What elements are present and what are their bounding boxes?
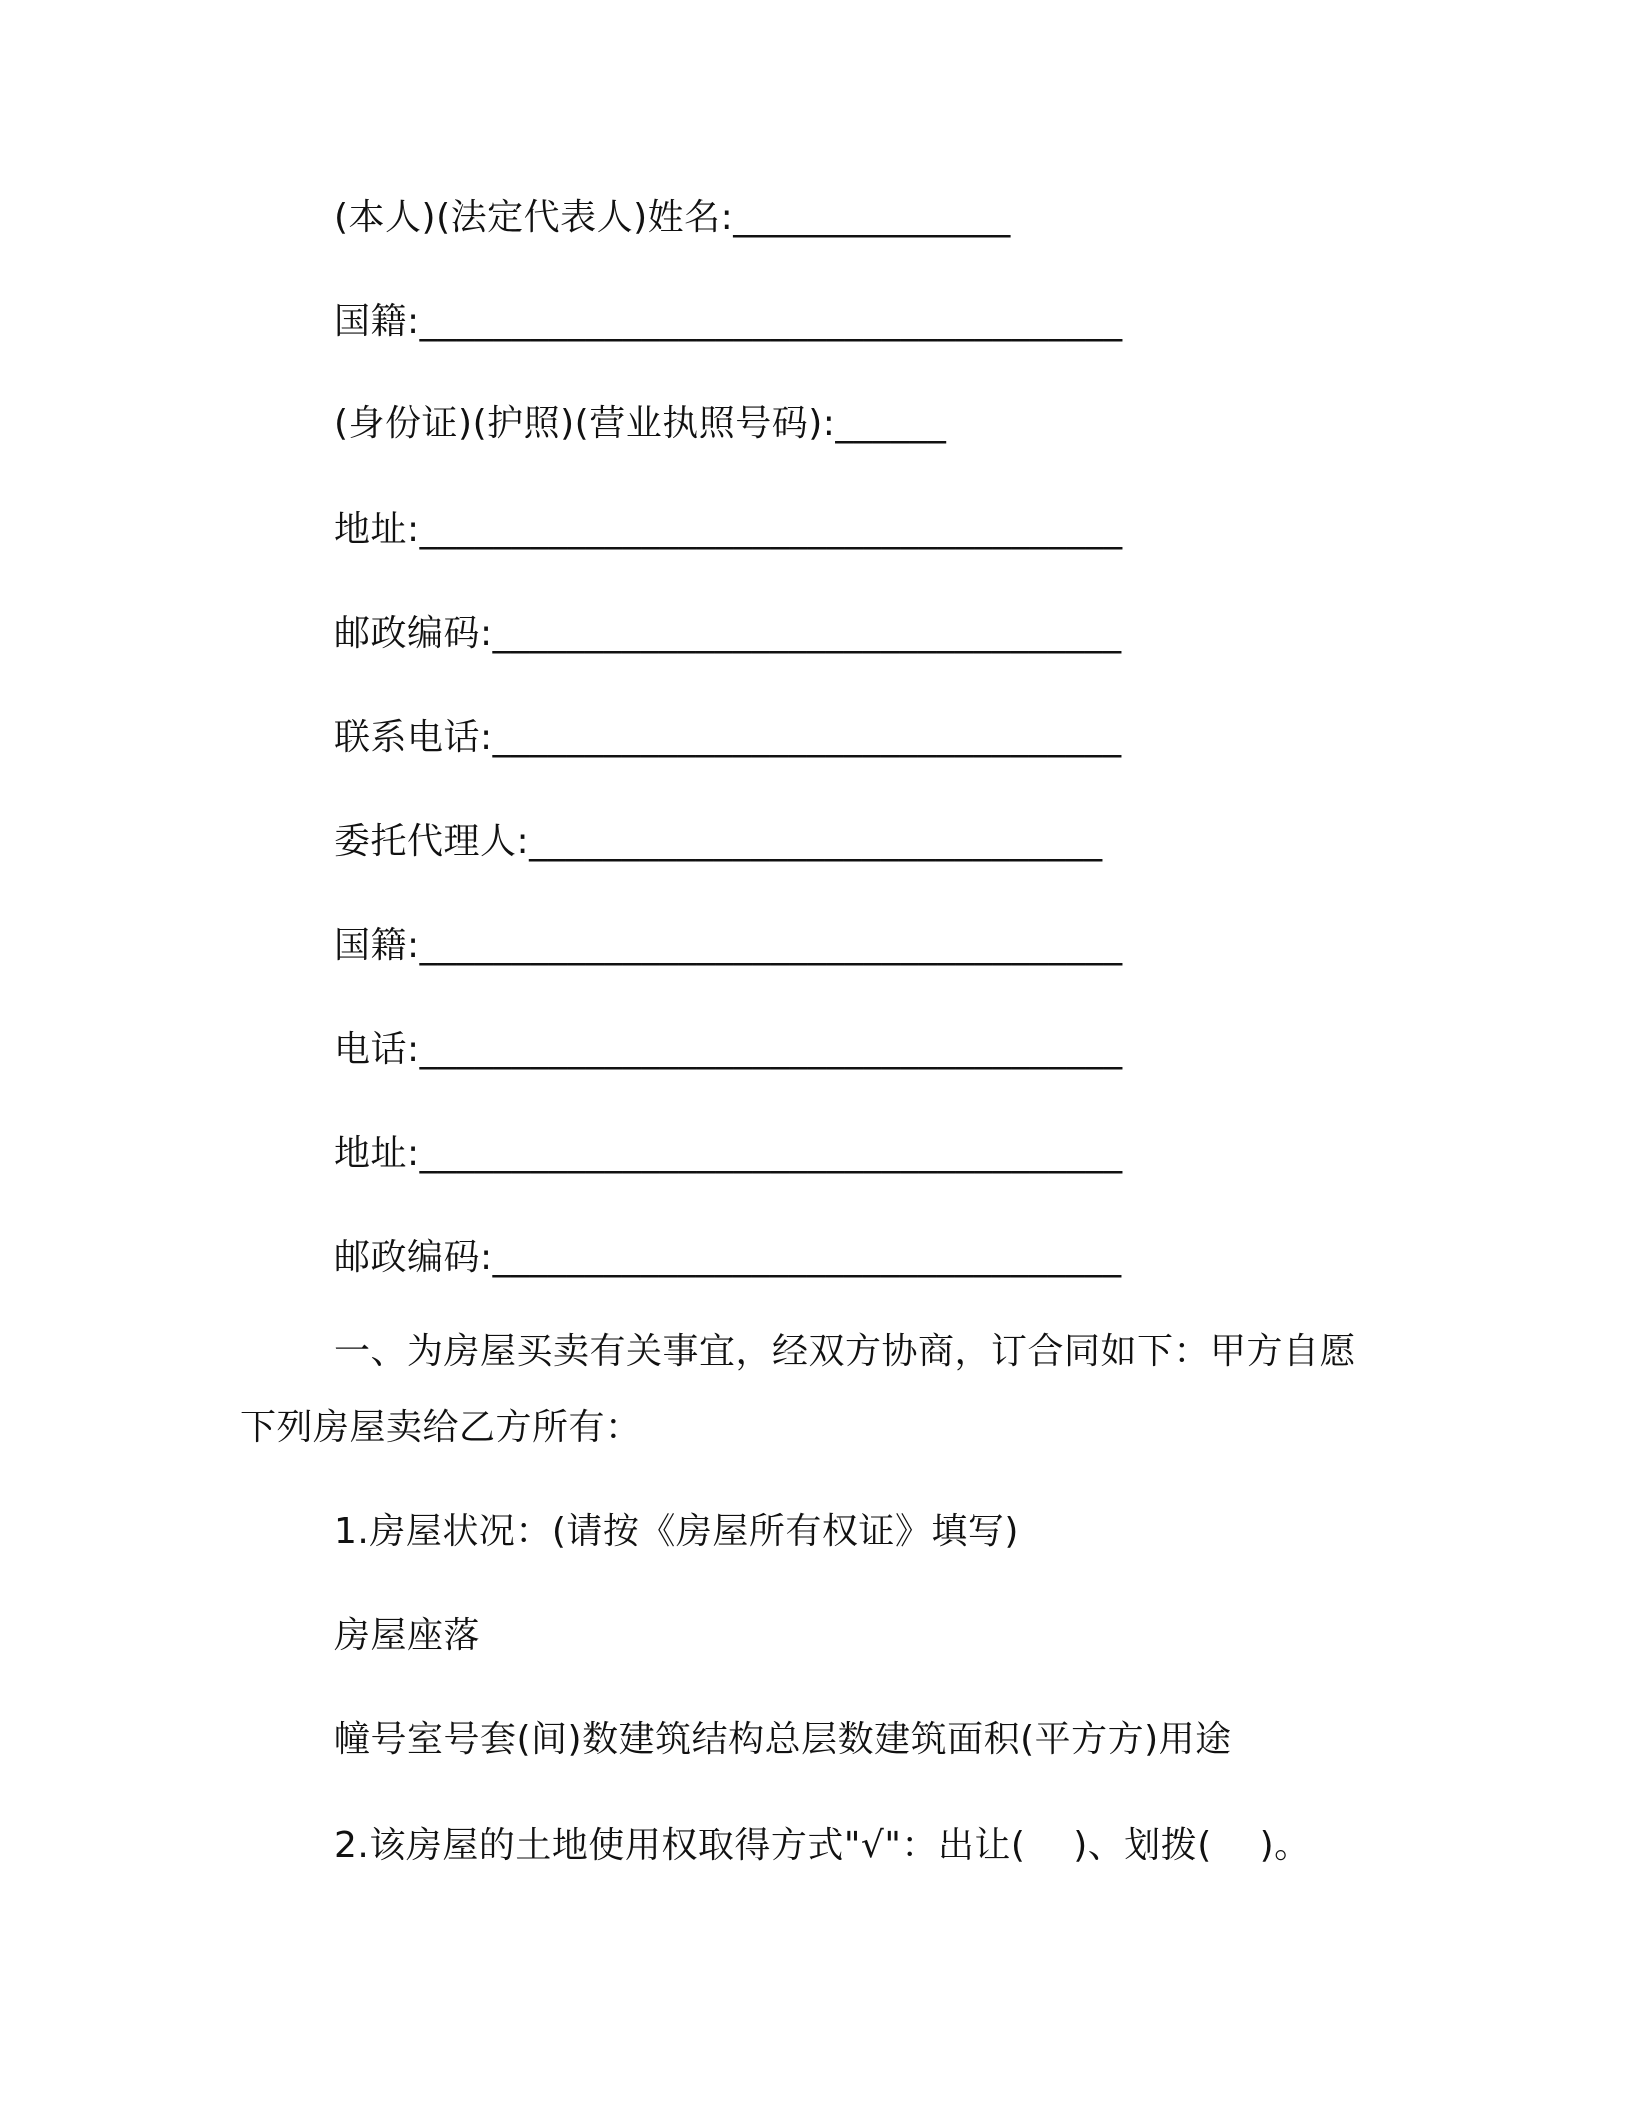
agent-nationality-field: 国籍:______________________________________ [334,925,1123,966]
house-details-row: 幢号室号套(间)数建筑结构总层数建筑面积(平方方)用途 [334,1719,1232,1760]
agent-phone-field: 电话:______________________________________ [334,1029,1123,1070]
agent-field: 委托代理人:_______________________________ [334,821,1103,862]
owner-name-field: (本人)(法定代表人)姓名:_______________ [334,197,1011,238]
id-number-field: (身份证)(护照)(营业执照号码):______ [334,403,947,444]
house-location-label: 房屋座落 [334,1615,481,1656]
address-field: 地址:______________________________________ [334,509,1123,550]
nationality-field: 国籍:______________________________________ [334,301,1123,342]
land-use-right-line: 2.该房屋的土地使用权取得方式"√"：出让( )、划拨( )。 [334,1825,1311,1866]
clause-one-line-1: 一、为房屋买卖有关事宜，经双方协商，订合同如下：甲方自愿 [334,1331,1357,1372]
postal-code-field: 邮政编码:__________________________________ [334,613,1122,654]
agent-postal-code-field: 邮政编码:__________________________________ [334,1237,1122,1278]
house-status-heading: 1.房屋状况：(请按《房屋所有权证》填写) [334,1511,1019,1552]
agent-address-field: 地址:______________________________________ [334,1133,1123,1174]
phone-field: 联系电话:__________________________________ [334,717,1122,758]
clause-one-line-2: 下列房屋卖给乙方所有： [240,1407,642,1448]
